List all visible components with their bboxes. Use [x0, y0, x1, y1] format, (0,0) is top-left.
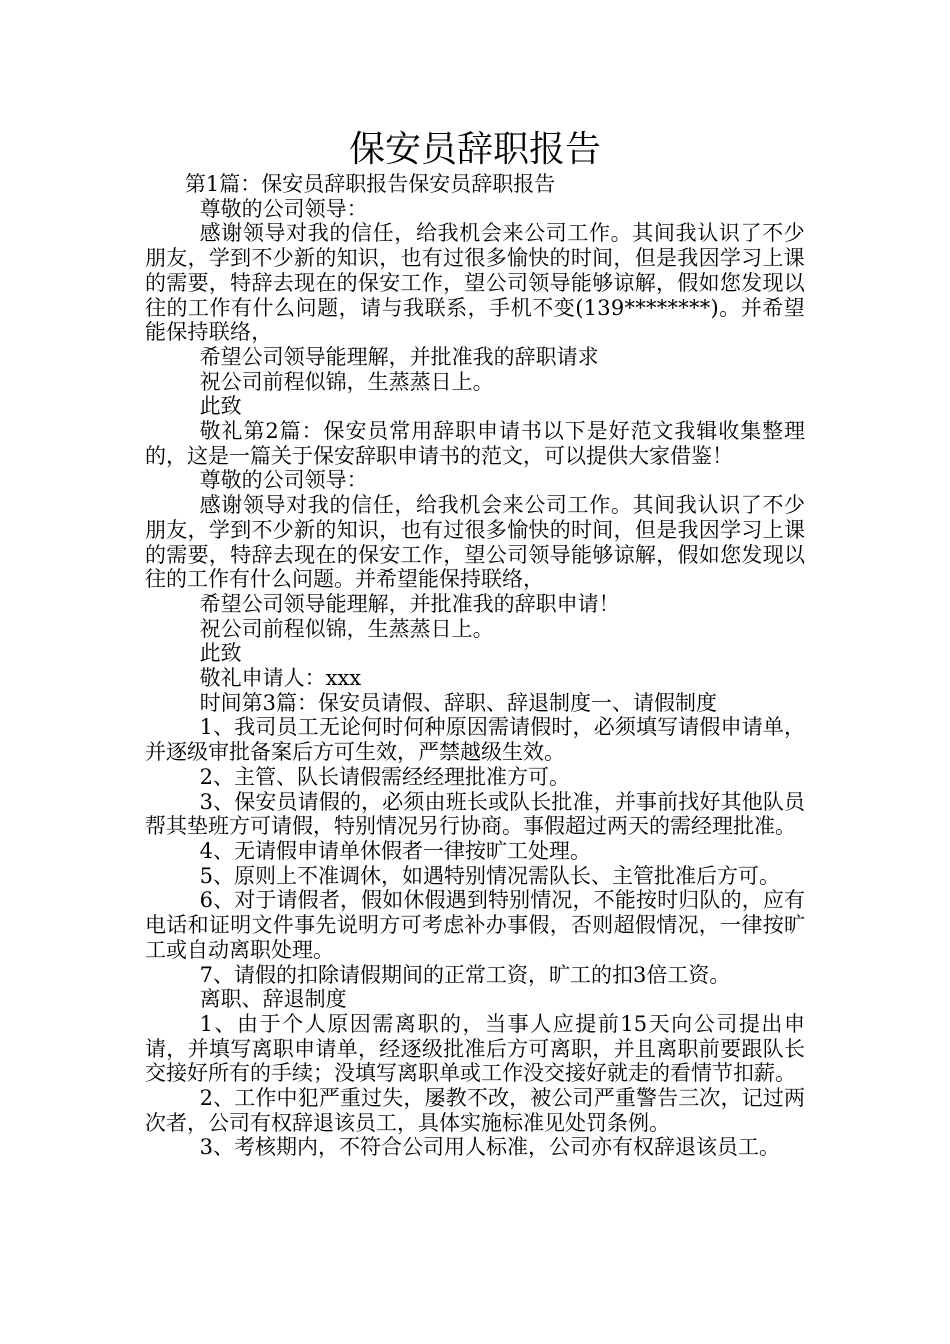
paragraph: 祝公司前程似锦，生蒸蒸日上。	[199, 616, 494, 641]
paragraph: 祝公司前程似锦，生蒸蒸日上。	[199, 369, 494, 394]
paragraph: 6、对于请假者，假如休假遇到特别情况，不能按时归队的，应有电话和证明文件事先说明方可考虑补办事假，否则超假情况，一律按旷工或自动离职处理。	[145, 888, 805, 962]
paragraph: 离职、辞退制度	[199, 987, 347, 1012]
paragraph: 尊敬的公司领导：	[199, 196, 368, 221]
paragraph: 感谢领导对我的信任，给我机会来公司工作。其间我认识了不少朋友，学到不少新的知识，也有过很多愉快的时间，但是我因学习上课的需要，特辞去现在的保安工作，望公司领导能够谅解，假如您发现以往的工作有什么问题，请与我联系，手机不变(139********)。并希望能保持联络，	[145, 221, 805, 345]
paragraph: 3、考核期内，不符合公司用人标准，公司亦有权辞退该员工。	[199, 1135, 780, 1160]
paragraph: 2、工作中犯严重过失，屡教不改，被公司严重警告三次，记过两次者，公司有权辞退该员工，具体实施标准见处罚条例。	[145, 1086, 805, 1135]
paragraph: 3、保安员请假的，必须由班长或队长批准，并事前找好其他队员帮其垫班方可请假，特别情况另行协商。事假超过两天的需经理批准。	[145, 789, 805, 839]
paragraph: 尊敬的公司领导：	[199, 468, 368, 493]
paragraph: 感谢领导对我的信任，给我机会来公司工作。其间我认识了不少朋友，学到不少新的知识，也有过很多愉快的时间，但是我因学习上课的需要，特辞去现在的保安工作，望公司领导能够谅解，假如您发现以往的工作有什么问题。并希望能保持联络，	[145, 493, 805, 592]
paragraph: 5、原则上不准调休，如遇特别情况需队长、主管批准后方可。	[199, 863, 780, 888]
paragraph: 4、无请假申请单休假者一律按旷工处理。	[199, 838, 591, 863]
paragraph: 希望公司领导能理解，并批准我的辞职申请！	[199, 591, 620, 616]
paragraph: 1、我司员工无论何时何种原因需请假时，必须填写请假申请单，并逐级审批备案后方可生效，严禁越级生效。	[145, 715, 805, 765]
paragraph: 时间第3篇：保安员请假、辞职、辞退制度一、请假制度	[199, 690, 717, 715]
paragraph: 敬礼第2篇：保安员常用辞职申请书以下是好范文我辑收集整理的，这是一篇关于保安辞职申请书的范文，可以提供大家借鉴！	[145, 419, 805, 468]
paragraph: 第1篇：保安员辞职报告保安员辞职报告	[184, 172, 556, 196]
paragraph: 希望公司领导能理解，并批准我的辞职请求	[199, 344, 599, 369]
paragraph: 2、主管、队长请假需经经理批准方可。	[199, 764, 570, 789]
paragraph: 7、请假的扣除请假期间的正常工资，旷工的扣3倍工资。	[199, 962, 731, 987]
paragraph: 1、由于个人原因需离职的，当事人应提前15天向公司提出申请，并填写离职申请单，经逐级批准后方可离职，并且离职前要跟队长交接好所有的手续；没填写离职单或工作没交接好就走的看情节扣薪。	[145, 1011, 805, 1086]
paragraph: 此致	[199, 641, 242, 666]
document-title: 保安员辞职报告	[348, 129, 601, 170]
paragraph: 此致	[199, 394, 242, 419]
paragraph: 敬礼申请人：xxx	[199, 666, 362, 691]
document-body	[145, 172, 805, 1160]
